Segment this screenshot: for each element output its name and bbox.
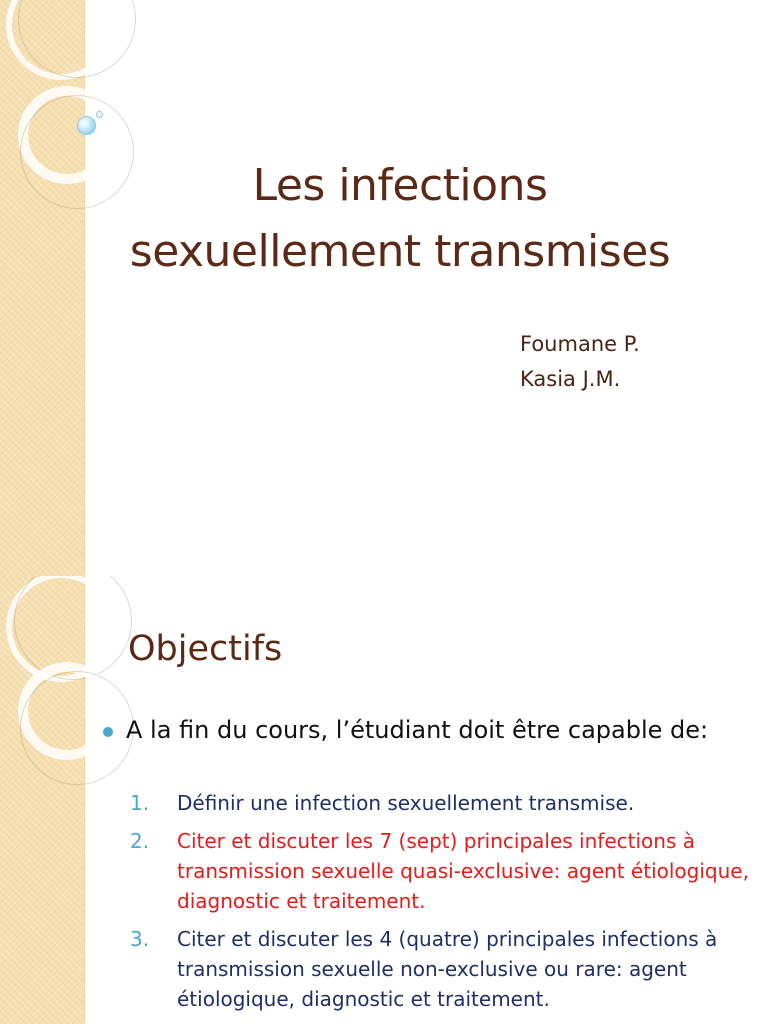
slide-title (90, 153, 710, 285)
item-number: 3. (130, 927, 150, 951)
item-number: 2. (130, 829, 150, 853)
author-name: Foumane P. (520, 332, 640, 356)
list-item (130, 924, 750, 1014)
item-text: Citer et discuter les 4 (quatre) principales infections à transmission sexuelle non-exclusive ou rare: agent étiologique, diagnostic et traitement. (177, 927, 718, 1011)
author-list (520, 327, 640, 397)
author-name: Kasia J.M. (520, 367, 621, 391)
objective-intro (103, 714, 753, 746)
list-item (130, 826, 750, 916)
list-item (130, 788, 750, 818)
title-line-1: Les infections (252, 160, 548, 211)
item-text: Citer et discuter les 7 (sept) principales infections à transmission sexuelle quasi-exclusive: agent étiologique, diagnostic et traitement. (177, 829, 749, 913)
bubble-decoration-icon (96, 111, 103, 118)
item-number: 1. (130, 791, 150, 815)
bubble-decoration-icon (77, 116, 96, 135)
item-text: Définir une infection sexuellement transmise. (177, 791, 635, 815)
objectives-list (130, 788, 750, 1022)
bullet-text: A la fin du cours, l’étudiant doit être capable de: (126, 716, 709, 744)
title-line-2: sexuellement transmises (129, 226, 671, 277)
bullet-dot-icon (103, 727, 113, 737)
slide-heading: Objectifs (128, 629, 283, 669)
